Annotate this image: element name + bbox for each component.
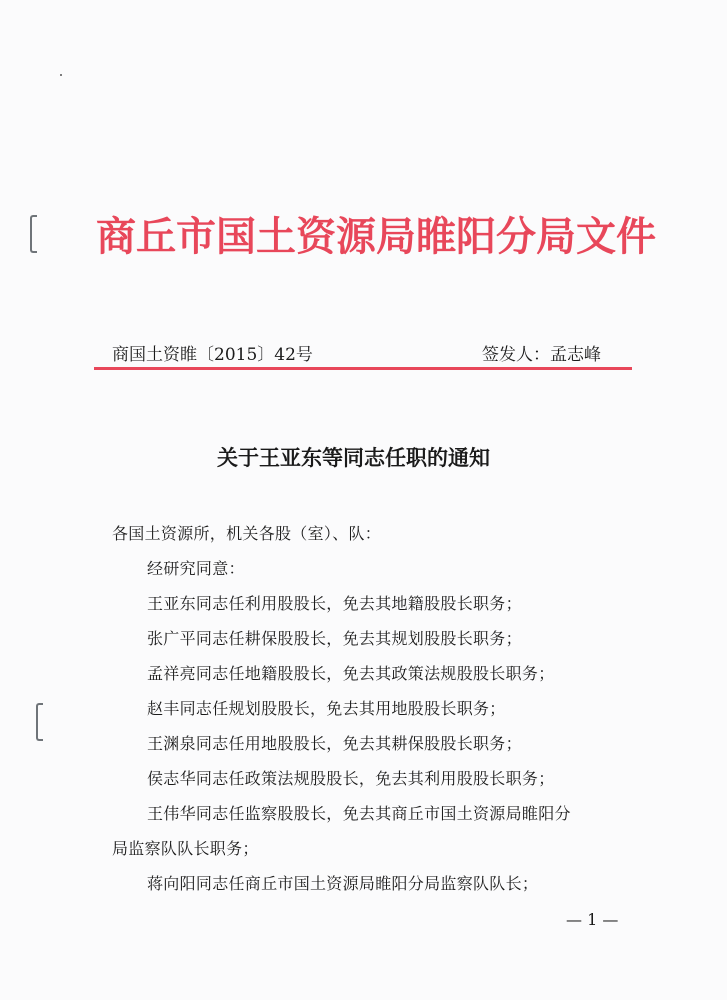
staple-bottom [36, 703, 43, 741]
salutation: 各国土资源所，机关各股（室）、队： [112, 524, 382, 543]
body-line: 王渊泉同志任用地股股长，免去其耕保股股长职务； [147, 734, 522, 753]
body-line: 赵丰同志任规划股股长，免去其用地股股长职务； [147, 699, 506, 718]
header-divider [94, 367, 632, 370]
body-line: 王亚东同志任利用股股长，免去其地籍股股长职务； [147, 594, 522, 613]
intro-line: 经研究同意： [147, 559, 245, 578]
body-line: 孟祥亮同志任地籍股股长，免去其政策法规股股长职务； [147, 664, 555, 683]
signer: 签发人：孟志峰 [482, 345, 601, 365]
body-line: 局监察队队长职务； [112, 839, 259, 858]
notice-title: 关于王亚东等同志任职的通知 [217, 446, 490, 470]
org-header-title: 商丘市国土资源局睢阳分局文件 [96, 213, 656, 260]
body-line: 蒋向阳同志任商丘市国土资源局睢阳分局监察队队长； [147, 874, 539, 893]
body-line: 王伟华同志任监察股股长，免去其商丘市国土资源局睢阳分 [147, 804, 571, 823]
body-line: 张广平同志任耕保股股长，免去其规划股股长职务； [147, 629, 522, 648]
staple-top [30, 215, 37, 253]
body-line: 侯志华同志任政策法规股股长，免去其利用股股长职务； [147, 769, 555, 788]
document-number: 商国土资睢〔2015〕42号 [112, 345, 313, 365]
speck [60, 74, 62, 76]
page-number: — 1 — [566, 910, 619, 929]
